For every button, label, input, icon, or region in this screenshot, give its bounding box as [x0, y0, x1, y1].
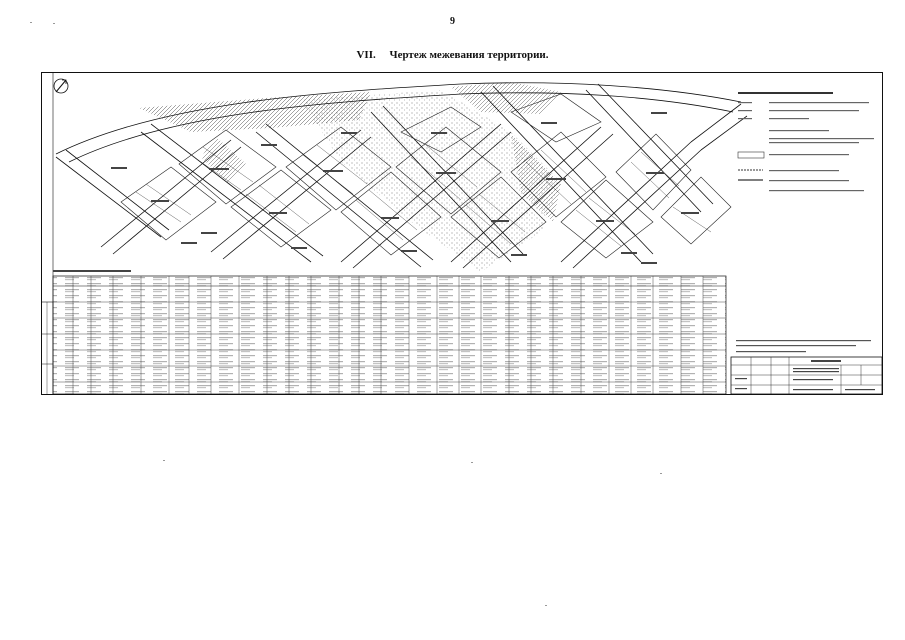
title-numeral: VII.: [356, 49, 376, 61]
scan-speck: [471, 462, 473, 463]
title-text: Чертеж межевания территории.: [389, 49, 549, 61]
scan-speck: [30, 22, 32, 23]
page-number: 9: [450, 16, 455, 27]
drawing-sheet: [41, 72, 883, 395]
scan-speck: [53, 23, 55, 24]
title-block-stamp: [731, 357, 882, 394]
scan-speck: [660, 473, 662, 474]
parcel-table: [53, 270, 726, 394]
territory-survey-drawing: [41, 72, 883, 395]
scan-speck: [545, 605, 547, 606]
page-title: [0, 49, 905, 61]
scan-speck: [163, 460, 165, 461]
